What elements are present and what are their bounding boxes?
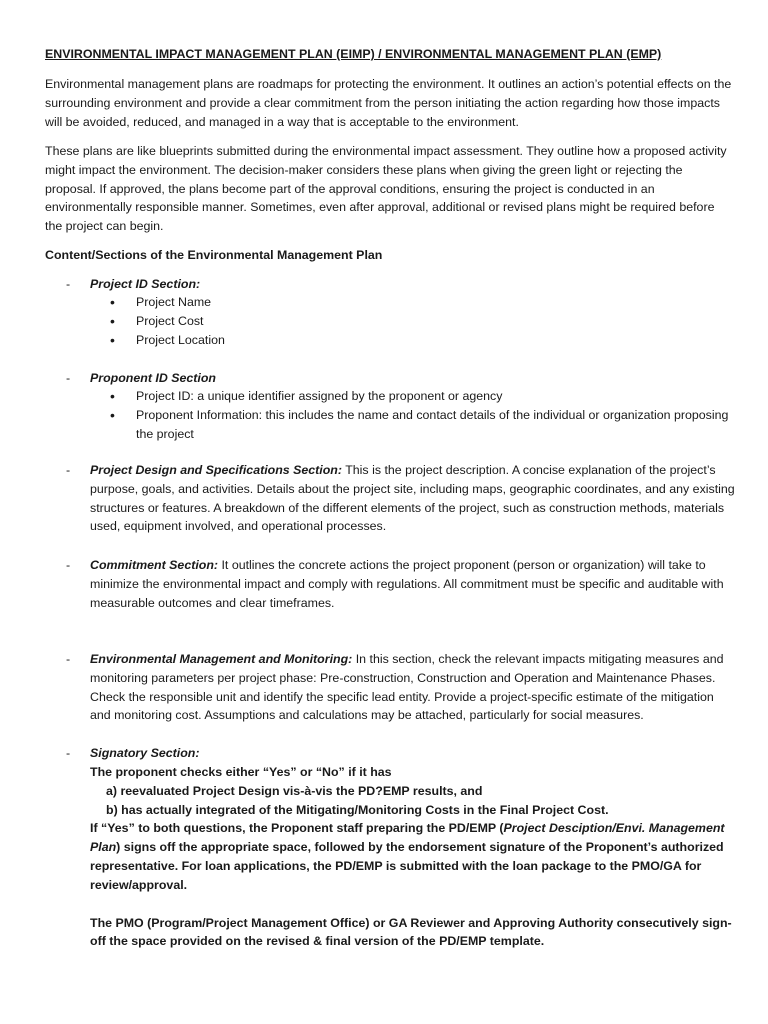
dash-marker: - (66, 277, 71, 291)
signatory-paragraph-1: If “Yes” to both questions, the Proponent staff preparing the PD/EMP (Project Desciption/Envi. Management Plan) signs off the appropriate space, followed by the endorsement signature of the Proponent’s authorized representative. For loan applications, the PD/EMP is submitted with the loan package to the PMO/GA for review/approval. (90, 821, 725, 892)
signatory-section-title: Signatory Section: (90, 746, 200, 760)
monitoring-section (90, 650, 735, 725)
proponent-id-list (90, 387, 735, 443)
commitment-section-text: It outlines the concrete actions the project proponent (person or organization) will take to minimize the environmental impact and comply with regulations. All commitment must be specific and auditable with measurable outcomes and clear timeframes. (90, 558, 724, 610)
signatory-line-1: The proponent checks either “Yes” or “No” if it has (90, 765, 392, 779)
signatory-italic-term: Project Desciption/Envi. Management Plan (90, 821, 725, 855)
signatory-section-body (90, 763, 735, 951)
project-id-section-title: Project ID Section: (90, 277, 201, 291)
dash-marker: - (66, 558, 71, 572)
list-item: • Project Cost (90, 312, 735, 331)
dash-marker: - (66, 371, 71, 385)
signatory-item-b: b) has actually integrated of the Mitigating/Monitoring Costs in the Final Project Cost. (106, 802, 609, 817)
intro-paragraph-2: These plans are like blueprints submitted during the environmental impact assessment. They outline how a proposed activity might impact the environment. The decision-maker considers these plans when giving the green light or rejecting the proposal. If approved, the plans become part of the approval conditions, ensuring the project is conducted in an environmentally responsible manner. Sometimes, even after approval, additional or revised plans might be required before the project can begin. (45, 144, 727, 234)
intro-paragraph-1: Environmental management plans are roadmaps for protecting the environment. It outlines an action’s potential effects on the surrounding environment and provide a clear commitment from the person initiating the action regarding how those impacts will be avoided, reduced, and managed in a way that is acceptable to the environment. (45, 77, 732, 129)
commitment-section-title: Commitment Section: (90, 558, 219, 572)
design-section-title: Project Design and Specifications Section: (90, 463, 342, 477)
monitoring-section-text: In this section, check the relevant impacts mitigating measures and monitoring parameters per project phase: Pre-construction, Construction and Operation and Maintenance Phases. Check the responsible unit and identify the specific lead entity. Provide a project-specific estimate of the mitigation and monitoring cost. Assumptions and calculations may be attached, particularly for social measures. (90, 652, 724, 723)
contents-heading: Content/Sections of the Environmental Management Plan (45, 248, 383, 262)
commitment-section (90, 556, 735, 612)
monitoring-section-title: Environmental Management and Monitoring: (90, 652, 353, 666)
list-item: • Project Location (90, 331, 735, 350)
list-item: • Project ID: a unique identifier assigned by the proponent or agency (90, 387, 735, 406)
dash-marker: - (66, 746, 71, 760)
design-section (90, 461, 735, 536)
project-id-list (90, 293, 735, 349)
signatory-paragraph-2: The PMO (Program/Project Management Office) or GA Reviewer and Approving Authority consecutively sign-off the space provided on the revised & final version of the PD/EMP template. (90, 915, 732, 949)
list-item: • Proponent Information: this includes the name and contact details of the individual or organization proposing the project (90, 406, 735, 444)
design-section-text: This is the project description. A concise explanation of the project’s purpose, goals, and activities. Details about the project site, including maps, geographic coordinates, and any existing structures or features. A breakdown of the different elements of the project, such as construction methods, materials used, equipment involved, and operational processes. (90, 463, 735, 534)
dash-marker: - (66, 463, 71, 477)
proponent-id-section-title: Proponent ID Section (90, 371, 216, 385)
document-title: ENVIRONMENTAL IMPACT MANAGEMENT PLAN (EIMP) / ENVIRONMENTAL MANAGEMENT PLAN (EMP) (45, 47, 662, 61)
signatory-item-a: a) reevaluated Project Design vis-à-vis the PD?EMP results, and (106, 783, 483, 798)
list-item: • Project Name (90, 293, 735, 312)
dash-marker: - (66, 652, 71, 666)
